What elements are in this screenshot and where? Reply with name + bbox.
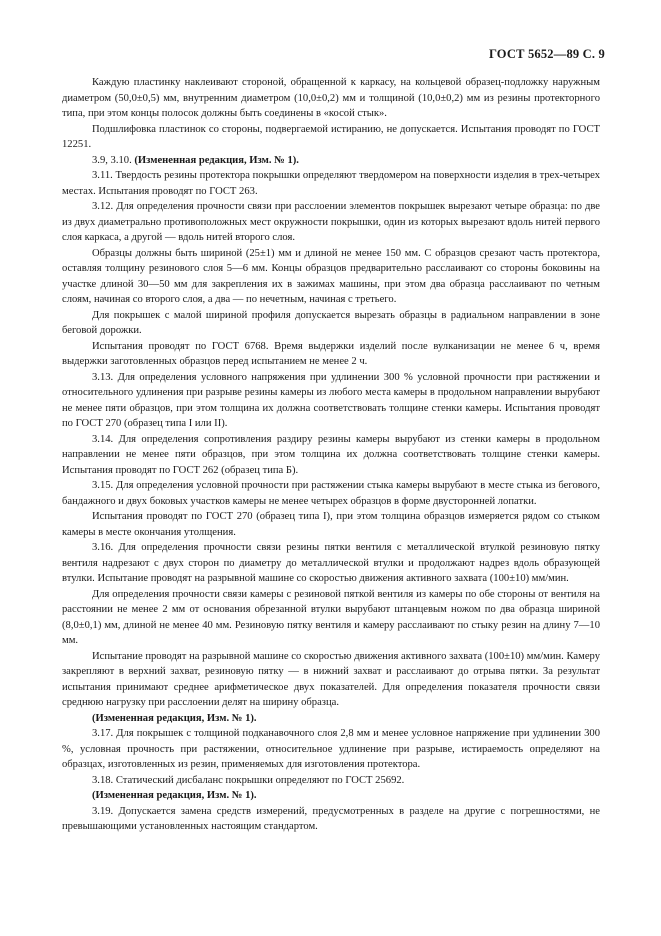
paragraph: 3.13. Для определения условного напряжения при удлинении 300 % условной прочности при растяжении и относительного удлинения при разрыве резины камеры из любого места камеры в продольном направлении вырубают не менее пяти образцов, при этом толщина их должна соответствовать толщине стенки камеры. Испытания проводят по ГОСТ 270 (образец типа I или II). (62, 371, 600, 429)
paragraph-amendment: (Измененная редакция, Изм. № 1). (92, 790, 257, 801)
paragraph: Каждую пластинку наклеивают стороной, обращенной к каркасу, на кольцевой образец-подложку наружным диаметром (50,0±0,5) мм, внутренним диаметром (10,0±0,2) мм и толщиной (10,0±0,2) мм из резины протекторного типа, при этом концы полосок должны быть соединены в «косой стык». (62, 77, 600, 119)
paragraph: Испытания проводят по ГОСТ 270 (образец типа I), при этом толщина образцов измеряется рядом со стыком камеры в месте окончания утолщения. (62, 511, 600, 538)
paragraph: 3.18. Статический дисбаланс покрышки определяют по ГОСТ 25692. (92, 774, 405, 786)
paragraph: 3.14. Для определения сопротивления раздиру резины камеры вырубают из стенки камеры в продольном направлении не менее пяти образцов, при этом толщина их должна соответствовать толщине стенки камеры. Испытания проводят по ГОСТ 262 (образец типа Б). (62, 433, 600, 476)
paragraph: 3.16. Для определения прочности связи резины пятки вентиля с металлической втулкой резиновую пятку вентиля надрезают с двух сторон по диаметру до металлической втулки и продолжают надрез вдоль образующей втулки. Испытание проводят на разрывной машине со скоростью движения активного захвата (100±10) мм/мин. (62, 542, 600, 584)
paragraph: Образцы должны быть шириной (25±1) мм и длиной не менее 150 мм. С образцов срезают часть протектора, оставляя толщину резинового слоя 5—6 мм. Концы образцов предварительно расслаивают со стороны боковины на участке длиной 30—50 мм для закрепления их в зажимах машины, при этом два образца расслаивают по четным слоям, начиная со второго слоя, а два — по нечетным, начиная с третьего. (62, 247, 600, 305)
paragraph: Испытание проводят на разрывной машине со скоростью движения активного захвата (100±10) мм/мин. Камеру закрепляют в верхний захват, резиновую пятку — в нижний захват и расслаивают до отрыва пятки. За результат испытания принимают среднее арифметическое двух показателей. Для определения показателя прочности связи среднюю нагрузку при расслоении делят на ширину образца. (62, 650, 600, 708)
page-header: ГОСТ 5652—89 С. 9 (488, 47, 605, 61)
paragraph: 3.19. Допускается замена средств измерений, предусмотренных в разделе на другие с погрешностями, не превышающими установленных настоящим стандартом. (62, 805, 600, 832)
paragraph: 3.17. Для покрышек с толщиной подканавочного слоя 2,8 мм и менее условное напряжение при удлинении 300 %, условная прочность при растяжении, относительное удлинение при разрыве, истираемость определяют на образцах, изготовленных из резин, применяемых для изготовления протектора. (62, 728, 600, 770)
paragraph: 3.12. Для определения прочности связи при расслоении элементов покрышек вырезают четыре образца: по две из двух диаметрально противоположных мест окружности покрышки, один из которых вырезают вдоль нитей первого слоя каркаса, а другой — вдоль нитей второго слоя. (62, 201, 600, 243)
paragraph-amendment: 3.9, 3.10. (Измененная редакция, Изм. № 1). (92, 154, 299, 166)
paragraph-amendment: (Измененная редакция, Изм. № 1). (92, 712, 257, 724)
paragraph: Подшлифовка пластинок со стороны, подвергаемой истиранию, не допускается. Испытания проводят по ГОСТ 12251. (62, 123, 600, 150)
paragraph: Для покрышек с малой шириной профиля допускается вырезать образцы в радиальном направлении в зоне беговой дорожки. (62, 309, 600, 336)
paragraph: 3.15. Для определения условной прочности при растяжении стыка камеры вырубают в месте стыка из бегового, бандажного и двух боковых участков камеры не менее четырех образцов в форме двусторонней лопатки. (62, 480, 600, 507)
paragraph: Испытания проводят по ГОСТ 6768. Время выдержки изделий после вулканизации не менее 6 ч, время выдержки заготовленных образцов перед испытанием не менее 2 ч. (62, 340, 600, 367)
paragraph: 3.11. Твердость резины протектора покрышки определяют твердомером на поверхности изделия в трех-четырех местах. Испытания проводят по ГОСТ 263. (62, 170, 600, 197)
paragraph: Для определения прочности связи камеры с резиновой пяткой вентиля из камеры по обе стороны от вентиля на расстоянии не менее 2 мм от основания обрезанной втулки вырубают штанцевым ножом по два образца шириной (8,0±0,1) мм, длиной не менее 40 мм. Резиновую пятку вентиля и камеру расслаивают по стыку резин на длину 7—10 мм. (62, 588, 600, 646)
body-text (62, 75, 600, 835)
